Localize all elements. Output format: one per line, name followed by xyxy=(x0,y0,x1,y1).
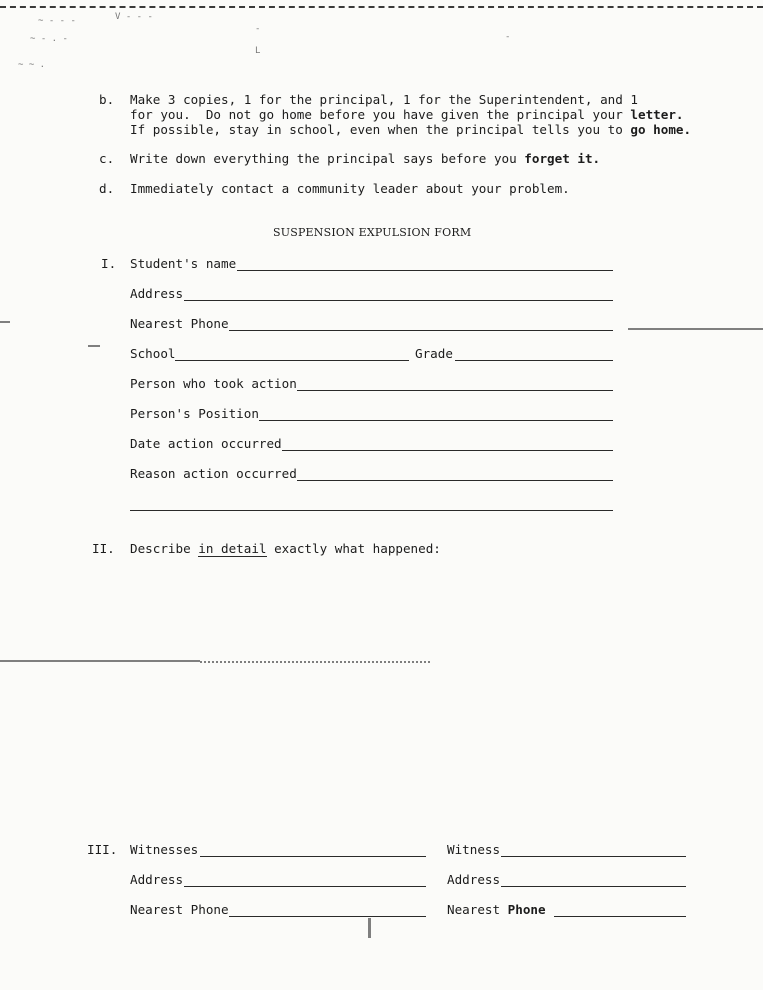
witnesses-address-label: Address xyxy=(130,872,184,887)
person-action-label: Person who took action xyxy=(130,376,297,391)
date-action-label: Date action occurred xyxy=(130,436,282,451)
item-c-text-plain: Write down everything the principal says before you xyxy=(130,151,525,166)
nearest-phone-label: Nearest Phone xyxy=(130,316,229,331)
item-b-line3-text: If possible, stay in school, even when the principal tells you to xyxy=(130,122,631,137)
section2-prompt xyxy=(130,541,441,556)
student-name-field[interactable] xyxy=(237,270,613,271)
item-b-line2 xyxy=(130,107,684,122)
grade-label: Grade xyxy=(415,346,453,361)
item-c-text xyxy=(130,151,600,166)
scan-speck: - xyxy=(255,24,261,34)
witness-phone-label xyxy=(447,902,546,917)
section2-prompt-pre: Describe xyxy=(130,541,199,556)
reason-action-field[interactable] xyxy=(297,480,613,481)
scan-speck: - xyxy=(505,32,511,42)
person-position-field[interactable] xyxy=(259,420,613,421)
scan-speck: L xyxy=(255,46,261,56)
scan-smudge xyxy=(368,918,371,938)
scan-smudge xyxy=(628,328,763,330)
witness-address-field[interactable] xyxy=(501,886,686,887)
section2-numeral: II. xyxy=(92,541,115,556)
item-b-line2-text: for you. Do not go home before you have given the principal your xyxy=(130,107,631,122)
date-action-field[interactable] xyxy=(282,450,613,451)
witness-label: Witness xyxy=(447,842,501,857)
section1-numeral: I. xyxy=(101,256,117,271)
witnesses-phone-label: Nearest Phone xyxy=(130,902,229,917)
reason-action-label: Reason action occurred xyxy=(130,466,297,481)
scan-speck: ~ ~ . xyxy=(18,60,46,70)
person-position-label: Person's Position xyxy=(130,406,259,421)
reason-action-field-line2[interactable] xyxy=(130,510,613,511)
page-top-edge xyxy=(0,0,763,8)
item-b-line3-bold: go home. xyxy=(630,122,692,137)
witness-address-label: Address xyxy=(447,872,501,887)
witnesses-label: Witnesses xyxy=(130,842,199,857)
scan-smudge xyxy=(0,321,10,323)
section2-prompt-underlined: in detail xyxy=(198,541,267,556)
scan-speck: ~ - - - xyxy=(38,16,76,26)
item-b-line3 xyxy=(130,122,691,137)
section3-numeral: III. xyxy=(87,842,118,857)
section2-prompt-post: exactly what happened: xyxy=(266,541,441,556)
item-d-marker: d. xyxy=(99,181,115,196)
school-label: School xyxy=(130,346,176,361)
address-label: Address xyxy=(130,286,184,301)
witnesses-field[interactable] xyxy=(200,856,426,857)
witness-phone-field[interactable] xyxy=(554,916,686,917)
grade-field[interactable] xyxy=(455,360,613,361)
witnesses-address-field[interactable] xyxy=(184,886,426,887)
nearest-phone-field[interactable] xyxy=(229,330,613,331)
description-area[interactable] xyxy=(130,565,613,815)
item-d-text: Immediately contact a community leader about your problem. xyxy=(130,181,570,196)
person-action-field[interactable] xyxy=(297,390,613,391)
witnesses-phone-field[interactable] xyxy=(229,916,426,917)
witness-phone-label-nearest: Nearest xyxy=(447,902,501,917)
item-c-marker: c. xyxy=(99,151,115,166)
item-b-line2-bold: letter. xyxy=(630,107,684,122)
form-title: SUSPENSION EXPULSION FORM xyxy=(273,226,472,239)
scan-speck: V - - - xyxy=(115,12,153,22)
item-b-marker: b. xyxy=(99,92,115,107)
item-c-text-bold: forget it. xyxy=(524,151,601,166)
address-field[interactable] xyxy=(184,300,613,301)
scan-smudge xyxy=(88,345,100,347)
witness-field[interactable] xyxy=(501,856,686,857)
school-field[interactable] xyxy=(175,360,409,361)
scan-speck: ~ - . - xyxy=(30,34,68,44)
item-b-line1: Make 3 copies, 1 for the principal, 1 for the Superintendent, and 1 xyxy=(130,92,638,107)
student-name-label: Student's name xyxy=(130,256,237,271)
witness-phone-label-phone: Phone xyxy=(507,902,546,917)
